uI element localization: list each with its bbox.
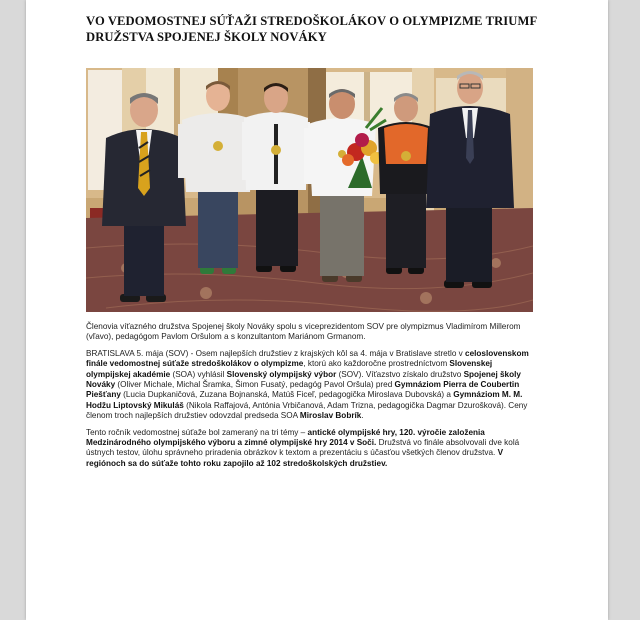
text-run: . xyxy=(361,411,364,421)
headline: VO VEDOMOSTNEJ SÚŤAŽI STREDOŠKOLÁKOV O OLYMPIZME TRIUMF DRUŽSTVA SPOJENEJ ŠKOLY NOVÁKY xyxy=(86,14,537,44)
text-run: (SOA) vyhlásil xyxy=(170,369,227,379)
text-run: , ktorú ako každoročne prostredníctvom xyxy=(303,359,450,369)
text-run-bold: Gymnáziom M. M. Hodžu Liptovský Mikuláš xyxy=(86,390,523,410)
document-page xyxy=(26,0,608,620)
article-body xyxy=(86,322,534,469)
text-run-bold: Spojenej školy Nováky xyxy=(86,369,521,390)
text-run-bold: Slovenskej olympijskej akadémie xyxy=(86,359,493,379)
text-run-bold: V regiónoch sa do súťaže tohto roku zapojilo až 102 stredoškolských družstiev. xyxy=(86,448,504,468)
text-run: BRATISLAVA 5. mája (SOV) - Osem najlepších družstiev z krajských kôl sa 4. mája v Bratislave stretlo v xyxy=(86,348,466,358)
text-run: Tento ročník vedomostnej súťaže bol zameraný na tri témy – xyxy=(86,427,308,437)
team-photo xyxy=(86,68,533,312)
text-run: (Oliver Michale, Michal Šramka, Šimon Fusatý, pedagóg Pavol Oršula) pred xyxy=(115,380,395,390)
paragraph-topics xyxy=(86,428,534,470)
photo-caption: Členovia víťazného družstva Spojenej školy Nováky spolu s viceprezidentom SOV pre olympizmus Vladimírom Millerom (vľavo), pedagógom Pavlom Oršulom a s konzultantom Mariánom Grmanom. xyxy=(86,322,521,342)
text-run-bold: Gymnáziom Pierra de Coubertin Piešťany xyxy=(86,380,520,400)
paragraph-results xyxy=(86,349,534,422)
text-run-bold: antické olympijské hry, 120. výročie založenia Medzinárodného olympijského výboru a zimné olympijské hry 2014 v Soči. xyxy=(86,427,485,448)
text-run: (SOV). Víťazstvo získalo družstvo xyxy=(336,369,464,379)
text-run-bold: celoslovenskom finále vedomostnej súťaže stredoškolákov o olympizme xyxy=(86,348,529,369)
text-run-bold: Slovenský olympijský výbor xyxy=(226,369,337,379)
text-run: (Lucia Dupkaničová, Zuzana Bojnanská, Matúš Ficeľ, pedagogička Miroslava Dubovská) a xyxy=(120,390,454,400)
text-run: (Nikola Raffajová, Antónia Vrbičanová, Adam Trizna, pedagogička Dagmar Dzurošková). Ceny členom troch najlepších družstiev odovzdal predseda SOA xyxy=(86,400,528,421)
text-run: Družstvá vo finále absolvovali dve kolá ústnych testov, úlohu správneho priradenia obrázkov k textom a prezentáciu s účasťou všetkých členov družstva. xyxy=(86,438,520,458)
text-run-bold: Miroslav Bobrík xyxy=(299,411,362,421)
